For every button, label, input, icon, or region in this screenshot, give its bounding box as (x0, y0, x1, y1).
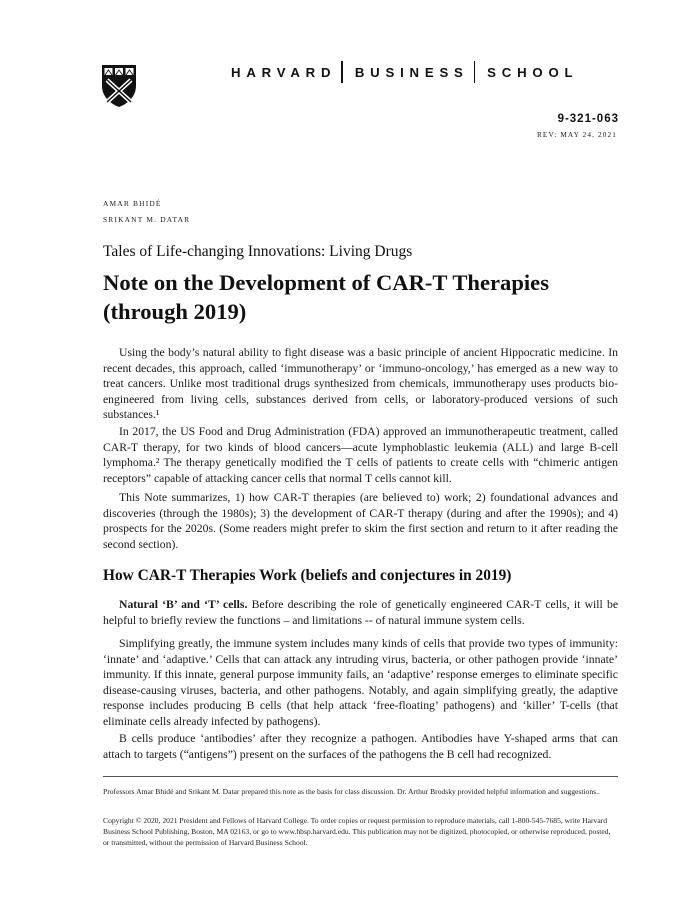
footnote-copyright: Copyright © 2020, 2021 President and Fellows of Harvard College. To order copies or request permission to reproduce materials, call 1-800-545-7685, write Harvard Business School Publishing, Boston, MA 02163, or go to www.hbsp.harvard.edu. This publication may not be digitized, photocopied, or otherwise reproduced, posted, or transmitted, without the permission of Harvard Business School. (103, 816, 611, 847)
revision-date: REV: MAY 24, 2021 (536, 130, 617, 139)
wordmark-divider (341, 61, 343, 83)
body-paragraph (103, 597, 618, 628)
wordmark-school: SCHOOL (487, 64, 579, 80)
footnote-authorship: Professors Amar Bhidé and Srikant M. Datar prepared this note as the basis for class discussion. Dr. Arthur Brodsky provided helpful information and suggestions.. (103, 787, 600, 796)
case-number: 9-321-063 (557, 113, 619, 125)
author-name: AMAR BHIDÉ (103, 199, 162, 208)
series-title: Tales of Life-changing Innovations: Living Drugs (103, 243, 413, 260)
footnote-divider (103, 776, 618, 777)
body-paragraph: This Note summarizes, 1) how CAR-T therapies (are believed to) work; 2) foundational advances and discoveries (through the 1980s); 3) the development of CAR-T therapy (during and after the 1990s); and 4) prospects for the 2020s. (Some readers might prefer to skim the first section and return to it after reading the second section). (103, 491, 618, 551)
paragraph-lead-in: Natural ‘B’ and ‘T’ cells. (119, 598, 248, 611)
harvard-shield-icon (101, 64, 137, 108)
title-line: (through 2019) (103, 299, 247, 324)
paragraph-text: Before describing the role of genetically engineered CAR-T cells, it will be helpful to briefly review the functions – and limitations -- of natural immune system cells. (103, 598, 619, 627)
wordmark-harvard: HARVARD (231, 64, 337, 80)
document-title (103, 268, 623, 326)
wordmark-divider (474, 61, 476, 83)
title-line: Note on the Development of CAR-T Therapies (103, 270, 549, 295)
body-paragraph: In 2017, the US Food and Drug Administration (FDA) approved an immunotherapeutic treatment, called CAR-T therapy, for two kinds of blood cancers—acute lymphoblastic leukemia (ALL) and large B-cell lymphoma.² The therapy genetically modified the T cells of patients to create cells with “chimeric antigen receptors” capable of attacking cancer cells that normal T cells cannot kill. (103, 425, 618, 485)
author-name: SRIKANT M. DATAR (103, 215, 191, 224)
school-wordmark (231, 61, 578, 83)
body-paragraph: Simplifying greatly, the immune system includes many kinds of cells that provide two types of immunity: ‘innate’ and ‘adaptive.’ Cells that can attack any intruding virus, bacteria, or other pathogen provide ‘innate’ immunity. If this innate, general purpose immunity fails, an ‘adaptive’ response emerges to eliminate specific disease-causing viruses, bacteria, and other pathogens. Notably, and again simplifying greatly, the adaptive response includes producing B cells (that help attack ‘free-floating’ pathogens) and ‘killer’ T-cells (that eliminate cells already infected by pathogens). (103, 637, 618, 728)
section-heading: How CAR-T Therapies Work (beliefs and conjectures in 2019) (103, 567, 512, 584)
wordmark-business: BUSINESS (354, 64, 469, 80)
body-paragraph: B cells produce ‘antibodies’ after they recognize a pathogen. Antibodies have Y-shaped arms that can attach to targets (“antigens”) present on the surfaces of the pathogens the B cell had recognized. (103, 732, 618, 761)
body-paragraph: Using the body’s natural ability to fight disease was a basic principle of ancient Hippocratic medicine. In recent decades, this approach, called ‘immunotherapy’ or ‘immuno-oncology,’ has emerged as a new way to treat cancers. Unlike most traditional drugs synthesized from chemicals, immunotherapy uses products bio-engineered from living cells, substances derived from cells, or laboratory-produced versions of such substances.¹ (103, 346, 618, 422)
